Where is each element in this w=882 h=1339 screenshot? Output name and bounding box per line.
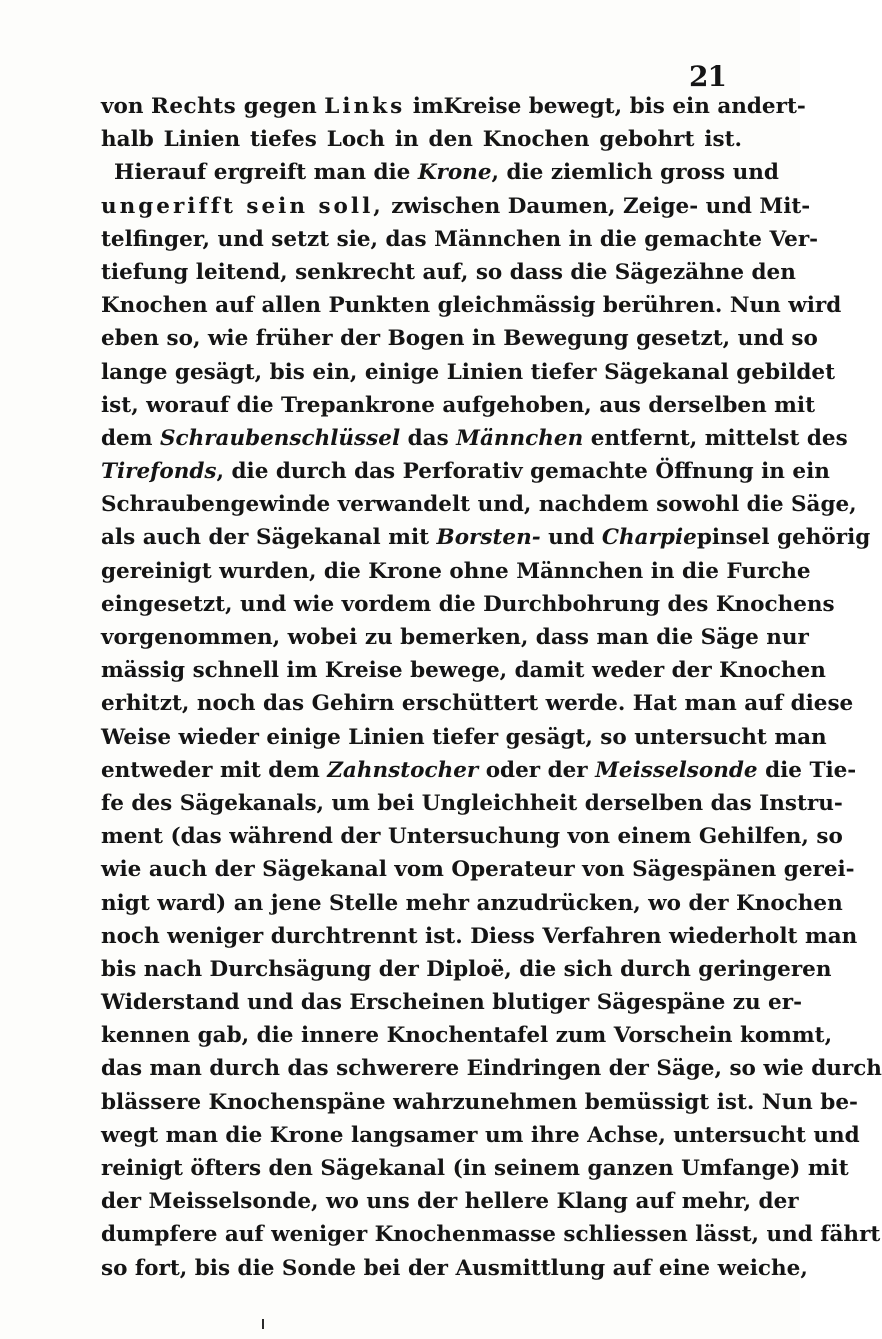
text-segment: entweder mit dem — [101, 757, 328, 783]
text-line — [90, 654, 826, 687]
italic-term: Charpie — [601, 525, 697, 551]
text-segment: eingesetzt, und wie vordem die Durchbohrung des Knochens — [101, 591, 835, 617]
text-segment: und — [540, 525, 602, 551]
text-segment: Widerstand und das Erscheinen blutiger Sägespäne zu er- — [101, 990, 802, 1016]
text-line — [90, 488, 857, 521]
italic-term: Krone — [417, 160, 492, 186]
text-line — [90, 555, 811, 588]
text-segment: ment (das während der Untersuchung von einem Gehilfen, so — [101, 824, 843, 850]
text-segment: Weise wieder einige Linien tiefer gesägt, so untersucht man — [101, 724, 827, 750]
text-line — [90, 389, 816, 422]
text-segment: Schraubengewinde verwandelt und, nachdem sowohl die Säge, — [101, 492, 857, 518]
text-line — [90, 322, 818, 355]
text-line — [90, 1218, 881, 1251]
text-segment: oder der — [478, 757, 596, 783]
italic-term: Schraubenschlüssel — [159, 425, 401, 451]
text-segment: ungerifft sein soll, — [101, 193, 384, 219]
text-line — [90, 256, 796, 289]
text-segment: als auch der Sägekanal mit — [101, 525, 437, 551]
text-segment: von — [101, 94, 151, 119]
text-segment: das — [400, 425, 457, 451]
text-segment: gegen — [236, 94, 325, 119]
text-line — [90, 223, 819, 256]
text-line — [90, 721, 827, 754]
text-segment: die Tie- — [757, 757, 857, 783]
text-segment: pinsel gehörig — [696, 525, 871, 551]
text-segment: nigt ward) an jene Stelle mehr anzudrücken, wo der Knochen — [101, 890, 843, 916]
text-segment: mässig schnell im Kreise bewege, damit weder der Knochen — [101, 658, 826, 684]
text-line — [90, 90, 806, 123]
text-segment: Hierauf ergreift man die — [114, 160, 418, 186]
italic-term: Männchen — [456, 425, 584, 451]
text-segment: gereinigt wurden, die Krone ohne Männchen in die Furche — [101, 558, 811, 584]
text-line — [90, 787, 843, 820]
text-segment: , die ziemlich gross und — [491, 160, 779, 186]
text-segment: eben so, wie früher der Bogen in Bewegung gesetzt, und so — [101, 326, 818, 352]
text-segment: ist, worauf die Trepankrone aufgehoben, aus derselben mit — [101, 392, 816, 418]
text-line — [90, 687, 854, 720]
text-line — [90, 588, 835, 621]
text-segment: zwischen Daumen, Zeige- und Mit- — [383, 193, 811, 219]
text-segment: wegt man die Krone langsamer um ihre Achse, untersucht und — [101, 1122, 860, 1148]
text-line — [90, 1052, 882, 1085]
text-line — [90, 1152, 849, 1185]
text-line — [90, 123, 742, 156]
text-segment: telfinger, und setzt sie, das Männchen in die gemachte Ver- — [101, 226, 819, 252]
text-segment: reinigt öfters den Sägekanal (in seinem ganzen Umfange) mit — [101, 1156, 849, 1181]
text-line — [90, 190, 811, 223]
body-text — [90, 90, 882, 1285]
text-line — [90, 156, 779, 189]
text-line — [90, 621, 809, 654]
text-line — [90, 455, 830, 488]
text-segment: dumpfere auf weniger Knochenmasse schliessen lässt, und fährt — [101, 1222, 881, 1248]
text-segment: das man durch das schwerere Eindringen der Säge, so wie durch — [101, 1056, 882, 1082]
text-line — [90, 356, 836, 389]
text-segment: entfernt, mittelst des — [583, 425, 848, 451]
text-line — [90, 953, 832, 986]
text-segment: vorgenommen, wobei zu bemerken, dass man die Säge nur — [101, 625, 809, 650]
text-line — [90, 853, 855, 886]
text-line — [90, 1185, 799, 1218]
text-segment: noch weniger durchtrennt ist. Diess Verfahren wiederholt man — [101, 923, 858, 949]
text-segment: der Meisselsonde, wo uns der hellere Klang auf mehr, der — [101, 1189, 799, 1215]
text-segment: wie auch der Sägekanal vom Operateur von Sägespänen gerei- — [101, 857, 855, 883]
text-line — [90, 887, 843, 920]
text-segment: halb Linien tiefes Loch in den Knochen gebohrt ist. — [101, 127, 742, 153]
page-number: 21 — [689, 60, 726, 93]
print-mark — [262, 1319, 264, 1329]
text-segment: tiefung leitend, senkrecht auf, so dass die Sägezähne den — [101, 259, 796, 285]
text-segment: blässere Knochenspäne wahrzunehmen bemüssigt ist. Nun be- — [101, 1089, 858, 1115]
text-line — [90, 1086, 858, 1119]
text-segment: Rechts — [150, 94, 237, 119]
italic-term: Borsten- — [436, 525, 541, 551]
text-line — [90, 754, 857, 787]
text-segment: kennen gab, die innere Knochentafel zum Vorschein kommt, — [101, 1023, 833, 1049]
text-line — [90, 920, 858, 953]
text-segment: lange gesägt, bis ein, einige Linien tiefer Sägekanal gebildet — [101, 359, 836, 385]
text-segment: dem — [101, 425, 160, 451]
text-segment: Knochen auf allen Punkten gleichmässig berühren. Nun wird — [101, 293, 842, 319]
text-line — [90, 289, 842, 322]
text-line — [90, 1019, 833, 1052]
text-line — [90, 422, 848, 455]
text-segment: fe des Sägekanals, um bei Ungleichheit derselben das Instru- — [101, 790, 843, 816]
text-segment: erhitzt, noch das Gehirn erschüttert werde. Hat man auf diese — [101, 691, 854, 717]
text-line — [90, 986, 802, 1019]
text-segment: , die durch das Perforativ gemachte Öffnung in ein — [216, 459, 830, 485]
italic-term: Meisselsonde — [595, 757, 758, 783]
text-line — [90, 1119, 860, 1152]
text-segment: so fort, bis die Sonde bei der Ausmittlung auf eine weiche, — [101, 1255, 808, 1281]
text-line — [90, 1252, 808, 1285]
text-segment: imKreise bewegt, bis ein andert- — [405, 94, 806, 119]
text-segment: bis nach Durchsägung der Diploë, die sich durch geringeren — [101, 956, 832, 982]
italic-term: Zahnstocher — [327, 757, 479, 783]
text-line — [90, 521, 871, 554]
text-segment: Links — [324, 94, 406, 119]
text-line — [90, 820, 843, 853]
italic-term: Tirefonds — [101, 459, 217, 485]
